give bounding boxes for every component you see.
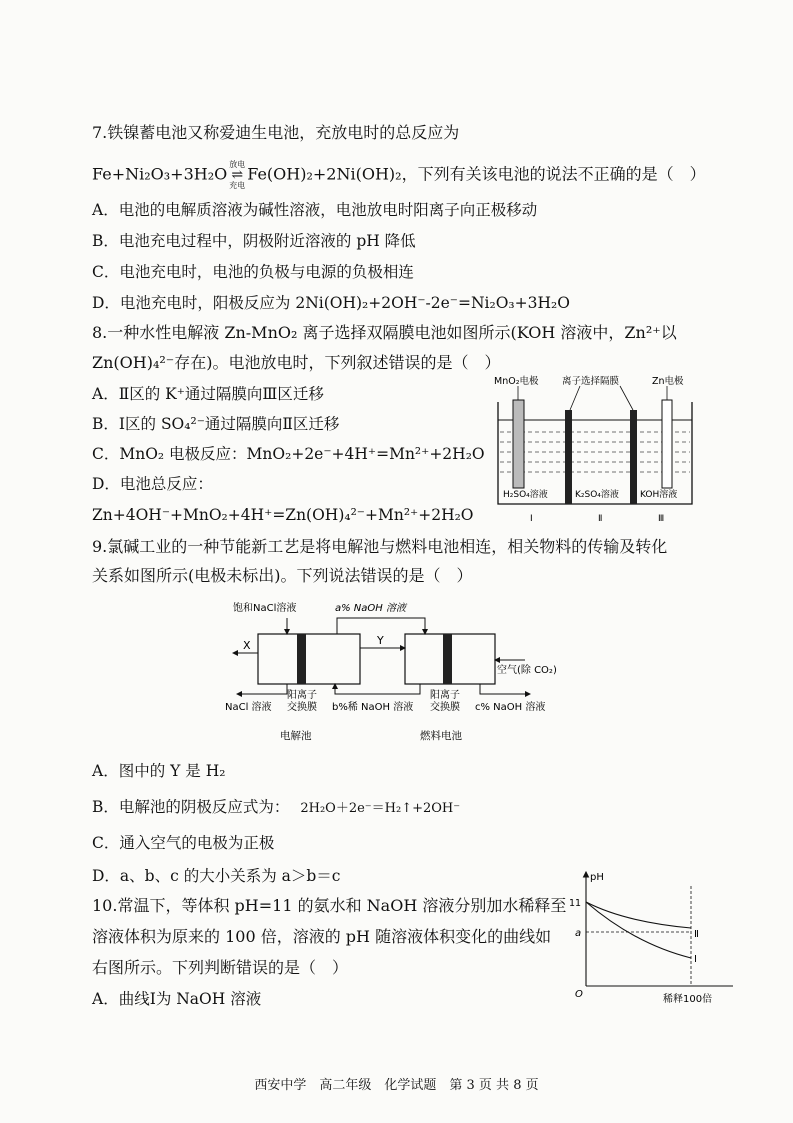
q10-line-1: 10.常温下，等体积 pH=11 的氨水和 NaOH 溶液分别加水稀释至 (92, 896, 567, 915)
label-membrane-2b: 交换膜 (430, 702, 460, 713)
q7-stem: 7.铁镍蓄电池又称爱迪生电池，充放电时的总反应为 (92, 123, 460, 142)
q7-equation (92, 160, 706, 190)
label-membrane-2a: 阳离子 (430, 690, 460, 701)
q8-option-d-equation: Zn+4OH⁻+MnO₂+4H⁺=Zn(OH)₄²⁻+Mn²⁺+2H₂O (92, 506, 474, 524)
q8-stem-1: 8.一种水性电解液 Zn-MnO₂ 离子选择双隔膜电池如图所示(KOH 溶液中，Zn²⁺以 (92, 323, 677, 342)
q7-eq-top: 放电 (229, 160, 246, 169)
curve-label-i: Ⅰ (694, 954, 697, 965)
label-fuel-cell: 燃料电池 (420, 730, 462, 742)
label-y: Y (377, 634, 384, 647)
label-region-1: Ⅰ (530, 514, 533, 524)
axis-label-dilution: 稀释100倍 (663, 994, 713, 1005)
tick-11: 11 (569, 898, 582, 909)
label-k2so4: K₂SO₄溶液 (575, 490, 619, 500)
label-region-3: Ⅲ (658, 514, 665, 524)
label-air: 空气(除 CO₂) (497, 665, 557, 676)
origin-label: O (575, 989, 583, 1000)
q7-eq-right: Fe(OH)₂+2Ni(OH)₂，下列有关该电池的说法不正确的是（ ） (247, 164, 706, 184)
q7-option-b: B．电池充电过程中，阴极附近溶液的 pH 降低 (92, 232, 416, 250)
label-ion-membrane: 离子选择隔膜 (562, 376, 620, 387)
axis-label-ph: pH (590, 872, 604, 883)
q9-process-diagram (225, 598, 570, 748)
label-c-naoh: c% NaOH 溶液 (475, 702, 546, 713)
q7-option-c: C．电池充电时，电池的负极与电源的负极相连 (92, 263, 414, 281)
q7-eq-left: Fe+Ni₂O₃+3H₂O (92, 164, 228, 184)
membrane-2 (630, 410, 637, 504)
label-saturated-nacl: 饱和NaCl溶液 (233, 603, 297, 614)
q9-option-c: C．通入空气的电极为正极 (92, 834, 275, 852)
q10-line-2: 溶液体积为原来的 100 倍，溶液的 pH 随溶液体积变化的曲线如 (92, 927, 552, 946)
q7-option-d: D．电池充电时，阳极反应为 2Ni(OH)₂+2OH⁻-2e⁻=Ni₂O₃+3H₂O (92, 294, 570, 312)
curve-label-ii: Ⅱ (694, 929, 699, 940)
label-a-naoh: a% NaOH 溶液 (335, 603, 406, 614)
label-b-naoh: b%稀 NaOH 溶液 (332, 702, 414, 713)
page-footer: 西安中学 高二年级 化学试题 第 3 页 共 8 页 (254, 1078, 539, 1093)
q10-line-3: 右图所示。下列判断错误的是（ ） (92, 958, 349, 977)
label-koh: KOH溶液 (640, 490, 678, 500)
label-membrane-1a: 阳离子 (287, 690, 317, 701)
label-membrane-1b: 交换膜 (287, 702, 317, 713)
q9-option-b (92, 797, 460, 819)
q9-option-b-text: B．电解池的阴极反应式为： (92, 798, 290, 816)
label-region-2: Ⅱ (598, 514, 603, 524)
curve-i (586, 902, 691, 958)
q9-stem-1: 9.氯碱工业的一种节能新工艺是将电解池与燃料电池相连，相关物料的传输及转化 (92, 537, 668, 556)
q7-option-a: A．电池的电解质溶液为碱性溶液，电池放电时阳离子向正极移动 (92, 201, 538, 219)
q8-option-b: B．Ⅰ区的 SO₄²⁻通过隔膜向Ⅱ区迁移 (92, 415, 340, 433)
q10-ph-graph (565, 866, 740, 1006)
q9-stem-2: 关系如图所示(电极未标出)。下列说法错误的是（ ） (92, 566, 473, 585)
electrolysis-cell (258, 634, 360, 684)
q9-option-d: D．a、b、c 的大小关系为 a＞b＝c (92, 867, 341, 885)
label-mno2-electrode: MnO₂电极 (494, 376, 539, 387)
q8-option-c: C．MnO₂ 电极反应：MnO₂+2e⁻+4H⁺=Mn²⁺+2H₂O (92, 445, 485, 463)
q8-stem-2: Zn(OH)₄²⁻存在)。电池放电时，下列叙述错误的是（ ） (92, 353, 501, 372)
q9-option-b-equation: 2H₂O＋2e⁻＝H₂↑+2OH⁻ (300, 801, 461, 816)
label-h2so4: H₂SO₄溶液 (503, 490, 548, 500)
tick-a: a (575, 928, 582, 939)
equilibrium-arrow-icon: ⇌ (231, 167, 244, 183)
label-nacl-solution: NaCl 溶液 (225, 702, 272, 713)
q8-option-a: A．Ⅱ区的 K⁺通过隔膜向Ⅲ区迁移 (92, 385, 324, 403)
q9-option-a: A．图中的 Y 是 H₂ (92, 762, 226, 780)
q10-option-a: A．曲线Ⅰ为 NaOH 溶液 (92, 990, 262, 1008)
q7-eq-arrow (229, 160, 245, 190)
q7-eq-bottom: 充电 (229, 181, 246, 190)
label-zn-electrode: Zn电极 (652, 376, 684, 387)
membrane-1 (565, 410, 572, 504)
q8-battery-diagram (490, 372, 705, 527)
label-x: X (243, 639, 251, 652)
q8-option-d: D．电池总反应： (92, 475, 213, 493)
label-electrolysis-cell: 电解池 (280, 730, 312, 742)
